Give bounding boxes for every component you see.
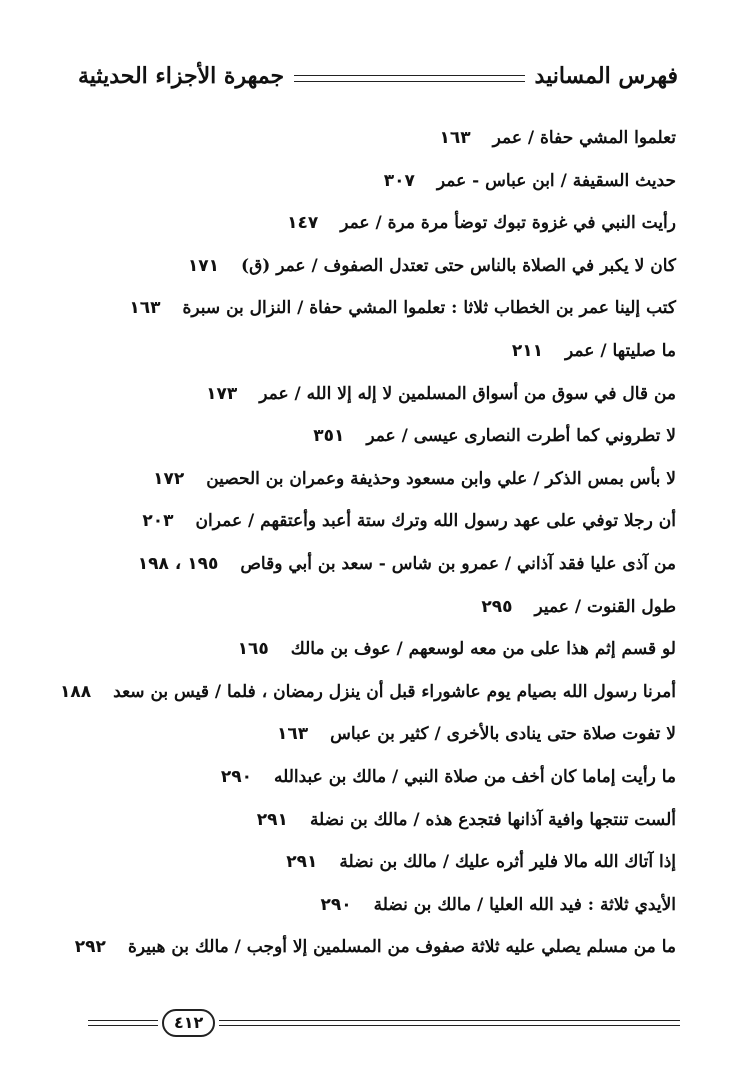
- running-header: [78, 56, 678, 96]
- entry-page-number: ٢٩٠: [220, 766, 252, 787]
- page-footer: [88, 1008, 680, 1038]
- index-entry: [76, 543, 676, 586]
- entry-text: إذا آتاك الله مالا فلير أثره عليك / مالك بن نضلة: [339, 852, 676, 873]
- entry-page-number: ٢٩٠: [320, 894, 352, 915]
- header-rule: [294, 75, 524, 82]
- entry-page-number: ١٦٣: [439, 128, 471, 148]
- entry-text: ما صليتها / عمر: [565, 340, 676, 361]
- index-entry: [76, 628, 676, 671]
- header-right-title: فهرس المسانيد: [534, 63, 678, 89]
- page-number-badge: ٤١٢: [162, 1009, 215, 1037]
- index-entry: [76, 756, 676, 799]
- index-entry: [76, 586, 676, 629]
- index-entry: [76, 799, 676, 842]
- footer-rule-right: [88, 1020, 158, 1026]
- entry-page-number: ١٧٢: [153, 468, 185, 489]
- header-left-title: جمهرة الأجزاء الحديثية: [78, 63, 285, 89]
- entry-page-number: ١٧٣: [206, 383, 238, 404]
- entry-page-number: ٢٠٣: [142, 511, 174, 532]
- entry-page-number: ٢٩١: [256, 809, 288, 830]
- index-entry-list: [60, 117, 676, 969]
- entry-page-number: ١٦٥: [237, 639, 269, 660]
- index-entry: [76, 500, 676, 543]
- index-entry: [76, 160, 676, 203]
- entry-page-number: ٢٩٥: [481, 596, 513, 617]
- index-entry: [76, 245, 676, 288]
- entry-text: أمرنا رسول الله بصيام يوم عاشوراء قبل أن ينزل رمضان ، فلما / قيس بن سعد: [113, 681, 676, 702]
- entry-text: رأيت النبي في غزوة تبوك توضأ مرة مرة / عمر: [340, 213, 676, 234]
- entry-text: من آذى عليا فقد آذاني / عمرو بن شاس - سعد بن أبي وقاص: [240, 553, 676, 574]
- entry-text: لا تطروني كما أطرت النصارى عيسى / عمر: [366, 426, 676, 447]
- entry-page-number: ٢٩١: [286, 852, 318, 873]
- entry-page-number: ١٦٣: [276, 724, 309, 745]
- index-entry: [76, 713, 676, 756]
- entry-text: ألست تنتجها وافية آذانها فتجدع هذه / مالك بن نضلة: [309, 809, 676, 830]
- index-entry: [76, 841, 676, 884]
- index-entry: [76, 202, 676, 245]
- index-entry: [76, 884, 676, 927]
- index-entry: [76, 330, 676, 373]
- entry-text: ما رأيت إماما كان أخف من صلاة النبي / مالك بن عبدالله: [273, 766, 676, 787]
- entry-text: حديث السقيفة / ابن عباس - عمر: [436, 170, 676, 191]
- entry-page-number: ١٤٧: [287, 213, 319, 234]
- entry-text: ما من مسلم يصلي عليه ثلاثة صفوف من المسلمين إلا أوجب / مالك بن هبيرة: [127, 937, 676, 958]
- index-entry: [76, 287, 676, 330]
- index-entry: [76, 117, 676, 160]
- index-entry: [60, 671, 676, 714]
- entry-page-number: ١٩٥ ، ١٩٨: [137, 553, 219, 574]
- entry-text: لو قسم إثم هذا على من معه لوسعهم / عوف بن مالك: [290, 639, 676, 660]
- entry-text: كتب إلينا عمر بن الخطاب ثلاثا : تعلموا المشي حفاة / النزال بن سبرة: [182, 298, 676, 319]
- entry-page-number: ٢٩٢: [74, 937, 106, 958]
- index-entry: [76, 458, 676, 501]
- entry-page-number: ١٨٨: [60, 681, 92, 702]
- index-entry: [76, 926, 676, 969]
- entry-text: من قال في سوق من أسواق المسلمين لا إله إلا الله / عمر: [259, 383, 676, 404]
- entry-text: طول القنوت / عمير: [534, 596, 676, 617]
- footer-rule-left: [219, 1020, 680, 1026]
- entry-page-number: ١٧١: [187, 255, 220, 276]
- entry-page-number: ٣٥١: [313, 426, 345, 447]
- entry-text: أن رجلا توفي على عهد رسول الله وترك ستة أعبد وأعتقهم / عمران: [195, 511, 676, 532]
- entry-page-number: ١٦٣: [129, 298, 161, 319]
- entry-text: كان لا يكبر في الصلاة بالناس حتى تعتدل الصفوف / عمر (ق): [241, 255, 676, 276]
- index-entry: [76, 373, 676, 416]
- index-entry: [76, 415, 676, 458]
- entry-text: لا بأس بمس الذكر / علي وابن مسعود وحذيفة وعمران بن الحصين: [206, 468, 676, 489]
- entry-page-number: ٣٠٧: [383, 170, 415, 191]
- entry-text: تعلموا المشي حفاة / عمر: [492, 128, 676, 148]
- entry-text: لا تفوت صلاة حتى ينادى بالأخرى / كثير بن عباس: [330, 724, 676, 745]
- entry-text: الأيدي ثلاثة : فيد الله العليا / مالك بن نضلة: [373, 894, 676, 915]
- entry-page-number: ٢١١: [511, 340, 544, 361]
